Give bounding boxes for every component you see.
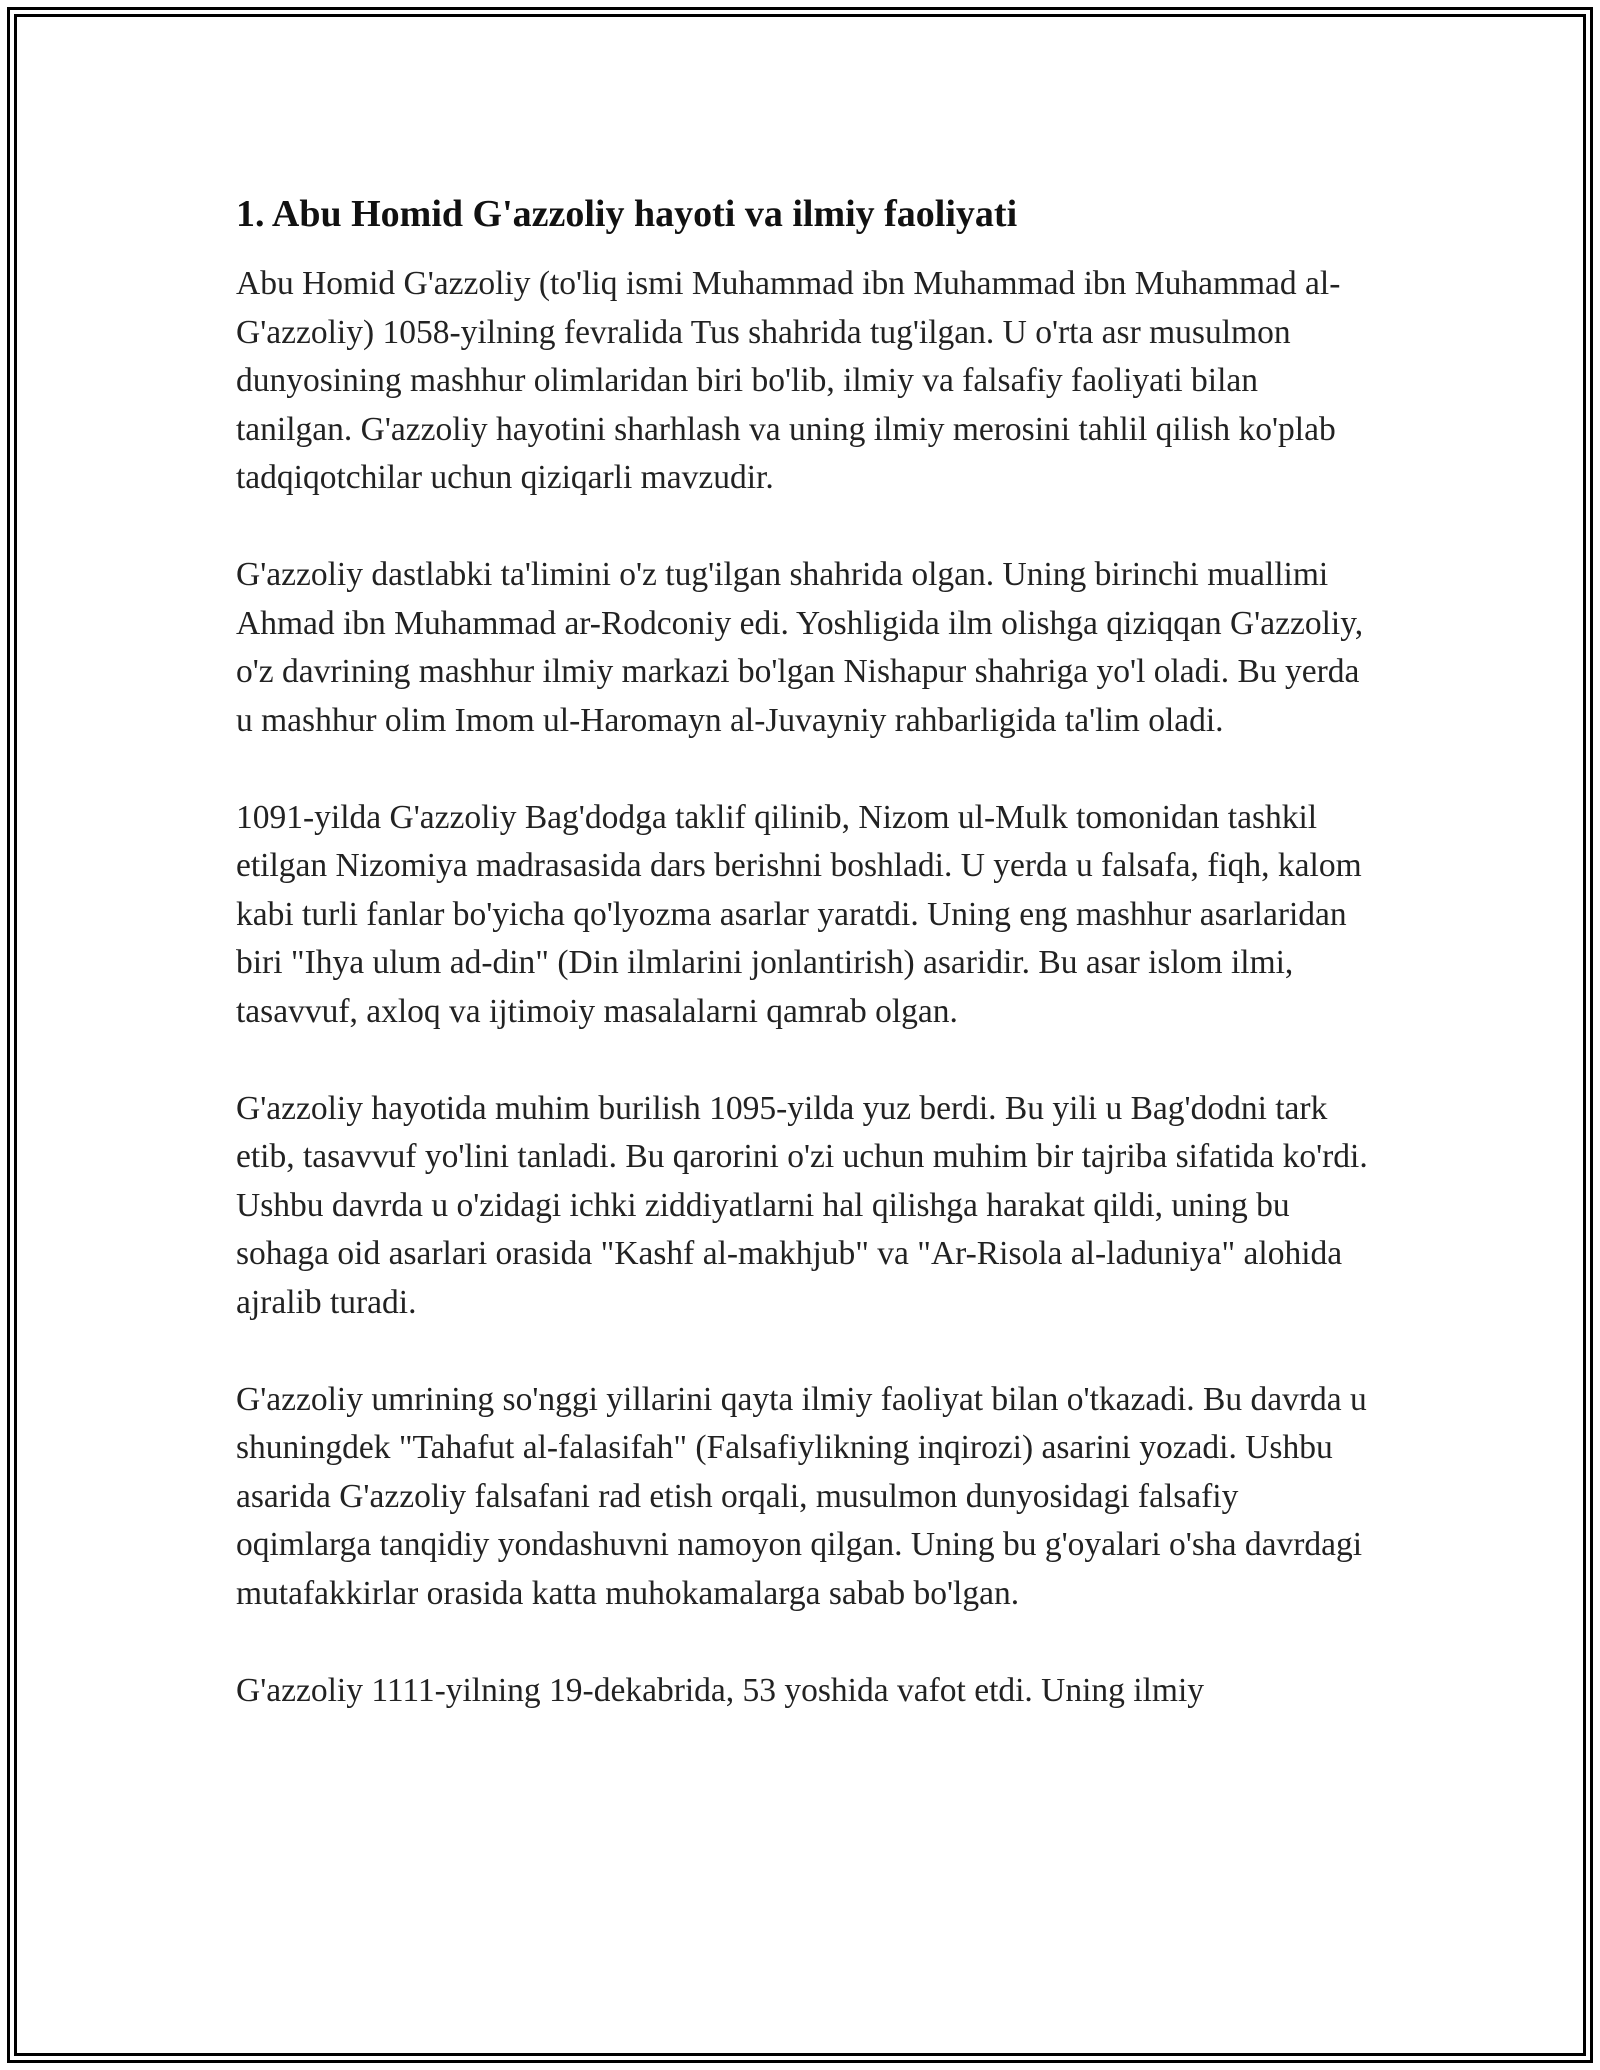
paragraph-biography-intro: Abu Homid G'azzoliy (to'liq ismi Muhammad ibn Muhammad ibn Muhammad al-G'azzoliy) 1058-yilning fevralida Tus shahrida tug'ilgan. U o'rta asr musulmon dunyosining mashhur olimlaridan biri bo'lib, ilmiy va falsafiy faoliyati bilan tanilgan. G'azzoliy hayotini sharhlash va uning ilmiy merosini tahlil qilish ko'plab tadqiqotchilar uchun qiziqarli mavzudir.: [236, 265, 1341, 496]
paragraph-final-years: G'azzoliy umrining so'nggi yillarini qayta ilmiy faoliyat bilan o'tkazadi. Bu davrda u shuningdek "Tahafut al-falasifah" (Falsafiylikning inqirozi) asarini yozadi. Ushbu asarida G'azzoliy falsafani rad etish orqali, musulmon dunyosidagi falsafiy oqimlarga tanqidiy yondashuvni namoyon qilgan. Uning bu g'oyalari o'sha davrdagi mutafakkirlar orasida katta muhokamalarga sabab bo'lgan.: [236, 1380, 1367, 1612]
paragraph-sufism-turn: G'azzoliy hayotida muhim burilish 1095-yilda yuz berdi. Bu yili u Bag'dodni tark etib, tasavvuf yo'lini tanladi. Bu qarorini o'zi uchun muhim bir tajriba sifatida ko'rdi. Ushbu davrda u o'zidagi ichki ziddiyatlarni hal qilishga harakat qildi, uning bu sohaga oid asarlari orasida "Kashf al-makhjub" va "Ar-Risola al-laduniya" alohida ajralib turadi.: [236, 1089, 1368, 1321]
paragraph-death: G'azzoliy 1111-yilning 19-dekabrida, 53 yoshida vafot etdi. Uning ilmiy: [236, 1671, 1205, 1709]
paragraph-baghdad-period: 1091-yilda G'azzoliy Bag'dodga taklif qilinib, Nizom ul-Mulk tomonidan tashkil etilgan Nizomiya madrasasida dars berishni boshladi. U yerda u falsafa, fiqh, kalom kabi turli fanlar bo'yicha qo'lyozma asarlar yaratdi. Uning eng mashhur asarlaridan biri "Ihya ulum ad-din" (Din ilmlarini jonlantirish) asaridir. Bu asar islom ilmi, tasavvuf, axloq va ijtimoiy masalalarni qamrab olgan.: [236, 798, 1362, 1030]
paragraph-early-education: G'azzoliy dastlabki ta'limini o'z tug'ilgan shahrida olgan. Uning birinchi muallimi Ahmad ibn Muhammad ar-Rodconiy edi. Yoshligida ilm olishga qiziqqan G'azzoliy, o'z davrining mashhur ilmiy markazi bo'lgan Nishapur shahriga yo'l oladi. Bu yerda u mashhur olim Imom ul-Haromayn al-Juvayniy rahbarligida ta'lim oladi.: [236, 556, 1364, 739]
section-heading: 1. Abu Homid G'azzoliy hayoti va ilmiy faoliyati: [236, 193, 1018, 235]
document-body: [236, 188, 1376, 1764]
